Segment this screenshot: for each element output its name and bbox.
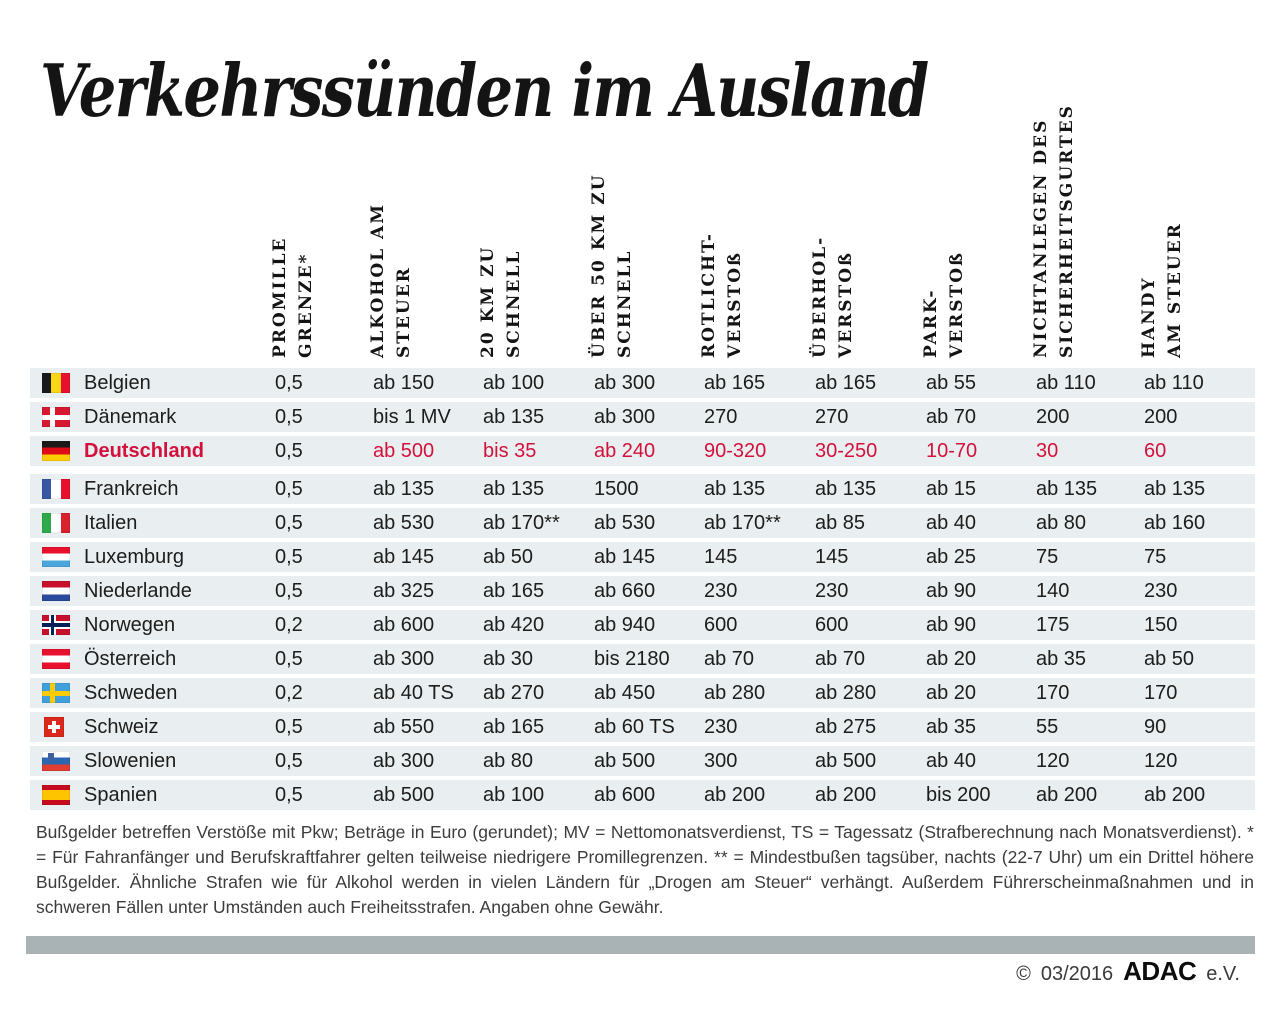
fine-value: ab 550 (373, 716, 435, 738)
country-label: Dänemark (84, 406, 177, 428)
fine-value: 0,5 (275, 546, 303, 568)
fine-value: ab 450 (594, 682, 656, 704)
fine-value: ab 110 (1036, 372, 1096, 394)
fine-value: ab 940 (594, 614, 656, 636)
fine-value: ab 200 (704, 784, 766, 806)
fine-value: 0,5 (275, 478, 303, 500)
fine-value: ab 165 (704, 372, 766, 394)
fine-value: ab 135 (483, 478, 545, 500)
fine-value: 230 (704, 716, 738, 738)
divider-bar (26, 936, 1255, 954)
fine-value: ab 150 (373, 372, 435, 394)
denmark-flag-icon (42, 407, 70, 427)
fine-value: ab 135 (704, 478, 766, 500)
fine-value: ab 30 (483, 648, 534, 670)
fine-value: 230 (704, 580, 738, 602)
table-row-spain (30, 780, 1255, 810)
fine-value: 0,5 (275, 784, 303, 806)
fine-value: 600 (704, 614, 738, 636)
fine-value: 300 (704, 750, 738, 772)
fine-value: ab 300 (594, 406, 656, 428)
fine-value: ab 170** (704, 512, 781, 534)
column-header-8: NICHTANLEGEN DES SICHERHEITSGURTES (1031, 104, 1077, 358)
spain-flag-icon (42, 785, 70, 805)
fine-value: 0,5 (275, 580, 303, 602)
fine-value: ab 15 (926, 478, 977, 500)
fine-value: 1500 (594, 478, 639, 500)
column-header-4: ÜBER 50 KM ZU SCHNELL (589, 173, 635, 358)
fine-value: ab 40 (926, 512, 977, 534)
fine-value: ab 35 (926, 716, 977, 738)
fine-value: 90 (1144, 716, 1167, 738)
country-label: Niederlande (84, 580, 192, 602)
footnote: Bußgelder betreffen Verstöße mit Pkw; Beträge in Euro (gerundet); MV = Nettomonatsverdienst, TS = Tagessatz (Strafberechnung nach Monatsverdienst). * = Für Fahranfänger und Berufskraftfahrer gelten teilweise niedrigere Promillegrenzen. ** = Mindestbußen tagsüber, nachts (22-7 Uhr) um ein Drittel höhere Bußgelder. Ähnliche Strafen wie für Alkohol werden in vielen Ländern für „Drogen am Steuer“ verhängt. Außerdem Führerscheinmaßnahmen und in schweren Fällen unter Umständen auch Freiheitsstrafen. Angaben ohne Gewähr. (36, 822, 1254, 917)
fine-value: ab 165 (815, 372, 877, 394)
fine-value: ab 40 (926, 750, 977, 772)
country-label: Schweden (84, 682, 178, 704)
copyright-date: 03/2016 (1040, 963, 1114, 985)
table-row-norway (30, 610, 1255, 640)
copyright-suffix: e.V. (1206, 963, 1240, 985)
fine-value: 150 (1144, 614, 1178, 636)
fine-value: 0,2 (275, 614, 303, 636)
fine-value: 0,5 (275, 406, 303, 428)
fine-value: ab 110 (1144, 372, 1204, 394)
fine-value: ab 50 (1144, 648, 1195, 670)
fine-value: 60 (1144, 440, 1167, 462)
fine-value: 0,2 (275, 682, 303, 704)
sweden-flag-icon (42, 683, 70, 703)
country-label: Belgien (84, 372, 151, 394)
fine-value: ab 100 (483, 372, 545, 394)
fine-value: 120 (1036, 750, 1070, 772)
france-flag-icon (42, 479, 70, 499)
fine-value: 0,5 (275, 440, 303, 462)
fine-value: ab 80 (1036, 512, 1087, 534)
fine-value: ab 90 (926, 580, 977, 602)
country-label: Österreich (84, 648, 177, 670)
fine-value: ab 300 (373, 648, 435, 670)
fine-value: ab 90 (926, 614, 977, 636)
fine-value: ab 80 (483, 750, 534, 772)
fine-value: ab 160 (1144, 512, 1206, 534)
country-label: Schweiz (84, 716, 159, 738)
table-row-austria (30, 644, 1255, 674)
country-label: Norwegen (84, 614, 176, 636)
table-row-netherlands (30, 576, 1255, 606)
fine-value: ab 240 (594, 440, 656, 462)
fine-value: ab 660 (594, 580, 656, 602)
fine-value: ab 300 (594, 372, 656, 394)
fine-value: bis 200 (926, 784, 991, 806)
fine-value: 30-250 (815, 440, 878, 462)
belgium-flag-icon (42, 373, 70, 393)
fine-value: 200 (1144, 406, 1178, 428)
fine-value: ab 135 (373, 478, 435, 500)
table-row-belgium (30, 368, 1255, 398)
fine-value: ab 275 (815, 716, 877, 738)
fine-value: ab 70 (815, 648, 866, 670)
fine-value: ab 200 (1036, 784, 1098, 806)
italy-flag-icon (42, 513, 70, 533)
column-header-6: ÜBERHOL- VERSTOß (810, 235, 856, 358)
column-header-5: ROTLICHT- VERSTOß (699, 232, 745, 358)
table-row-slovenia (30, 746, 1255, 776)
column-header-2: ALKOHOL AM STEUER (368, 202, 414, 358)
fine-value: 140 (1036, 580, 1070, 602)
fine-value: ab 280 (704, 682, 766, 704)
fine-value: ab 325 (373, 580, 435, 602)
column-header-7: PARK- VERSTOß (921, 251, 967, 358)
country-label: Italien (84, 512, 138, 534)
column-header-1: PROMILLE GRENZE* (270, 236, 316, 358)
fine-value: ab 145 (373, 546, 435, 568)
fine-value: 0,5 (275, 648, 303, 670)
fine-value: 270 (815, 406, 849, 428)
country-label: Deutschland (84, 440, 205, 462)
fine-value: 0,5 (275, 750, 303, 772)
fine-value: ab 135 (483, 406, 545, 428)
fine-value: 145 (815, 546, 849, 568)
fine-value: 200 (1036, 406, 1070, 428)
norway-flag-icon (42, 615, 70, 635)
fine-value: ab 280 (815, 682, 877, 704)
fine-value: 170 (1144, 682, 1178, 704)
fine-value: ab 600 (594, 784, 656, 806)
table-row-sweden (30, 678, 1255, 708)
fine-value: ab 135 (1144, 478, 1206, 500)
table-row-france (30, 474, 1255, 504)
fine-value: 230 (1144, 580, 1178, 602)
page-title: Verkehrssünden im Ausland (40, 48, 928, 133)
fine-value: 270 (704, 406, 738, 428)
table-row-germany (30, 436, 1255, 466)
fine-value: 10-70 (926, 440, 978, 462)
fine-value: 230 (815, 580, 849, 602)
fine-value: 170 (1036, 682, 1070, 704)
table-row-denmark (30, 402, 1255, 432)
fine-value: 90-320 (704, 440, 767, 462)
country-label: Spanien (84, 784, 158, 806)
fine-value: ab 530 (373, 512, 435, 534)
fine-value: 120 (1144, 750, 1178, 772)
fine-value: 175 (1036, 614, 1070, 636)
fine-value: 55 (1036, 716, 1059, 738)
copyright-symbol: © (1016, 963, 1031, 985)
country-label: Frankreich (84, 478, 179, 500)
fine-value: 600 (815, 614, 849, 636)
fine-value: ab 200 (1144, 784, 1206, 806)
fine-value: ab 55 (926, 372, 977, 394)
fine-value: ab 40 TS (373, 682, 454, 704)
fine-value: ab 500 (815, 750, 877, 772)
fine-value: bis 2180 (594, 648, 670, 670)
column-header-3: 20 KM ZU SCHNELL (478, 245, 524, 358)
fine-value: ab 85 (815, 512, 866, 534)
germany-flag-icon (42, 441, 70, 461)
fine-value: ab 300 (373, 750, 435, 772)
fine-value: ab 200 (815, 784, 877, 806)
fine-value: ab 100 (483, 784, 545, 806)
table-row-luxembourg (30, 542, 1255, 572)
fine-value: ab 70 (926, 406, 977, 428)
fine-value: ab 170** (483, 512, 560, 534)
fine-value: ab 165 (483, 580, 545, 602)
fine-value: ab 270 (483, 682, 545, 704)
fine-value: 0,5 (275, 512, 303, 534)
fine-value: ab 20 (926, 682, 977, 704)
fine-value: 145 (704, 546, 738, 568)
adac-logo: ADAC (1123, 956, 1197, 986)
fine-value: ab 530 (594, 512, 656, 534)
fine-value: 0,5 (275, 372, 303, 394)
luxembourg-flag-icon (42, 547, 70, 567)
netherlands-flag-icon (42, 581, 70, 601)
fine-value: 75 (1144, 546, 1167, 568)
fine-value: ab 500 (594, 750, 656, 772)
table-row-switzerland (30, 712, 1255, 742)
fine-value: ab 500 (373, 440, 435, 462)
fine-value: ab 35 (1036, 648, 1087, 670)
fine-value: ab 20 (926, 648, 977, 670)
fine-value: ab 135 (815, 478, 877, 500)
fine-value: 30 (1036, 440, 1059, 462)
table-row-italy (30, 508, 1255, 538)
copyright (1016, 956, 1240, 987)
fine-value: ab 70 (704, 648, 755, 670)
switzerland-flag-icon (44, 717, 64, 737)
austria-flag-icon (42, 649, 70, 669)
fine-value: 0,5 (275, 716, 303, 738)
fine-value: ab 500 (373, 784, 435, 806)
fine-value: bis 35 (483, 440, 537, 462)
fine-value: ab 50 (483, 546, 534, 568)
fine-value: ab 60 TS (594, 716, 675, 738)
fine-value: ab 135 (1036, 478, 1098, 500)
fine-value: bis 1 MV (373, 406, 451, 428)
column-header-9: HANDY AM STEUER (1139, 222, 1185, 358)
fine-value: ab 145 (594, 546, 656, 568)
fine-value: ab 165 (483, 716, 545, 738)
slovenia-flag-icon (42, 751, 70, 771)
fine-value: ab 420 (483, 614, 545, 636)
fine-value: 75 (1036, 546, 1059, 568)
fine-value: ab 600 (373, 614, 435, 636)
country-label: Luxemburg (84, 546, 185, 568)
country-label: Slowenien (84, 750, 177, 772)
fine-value: ab 25 (926, 546, 977, 568)
